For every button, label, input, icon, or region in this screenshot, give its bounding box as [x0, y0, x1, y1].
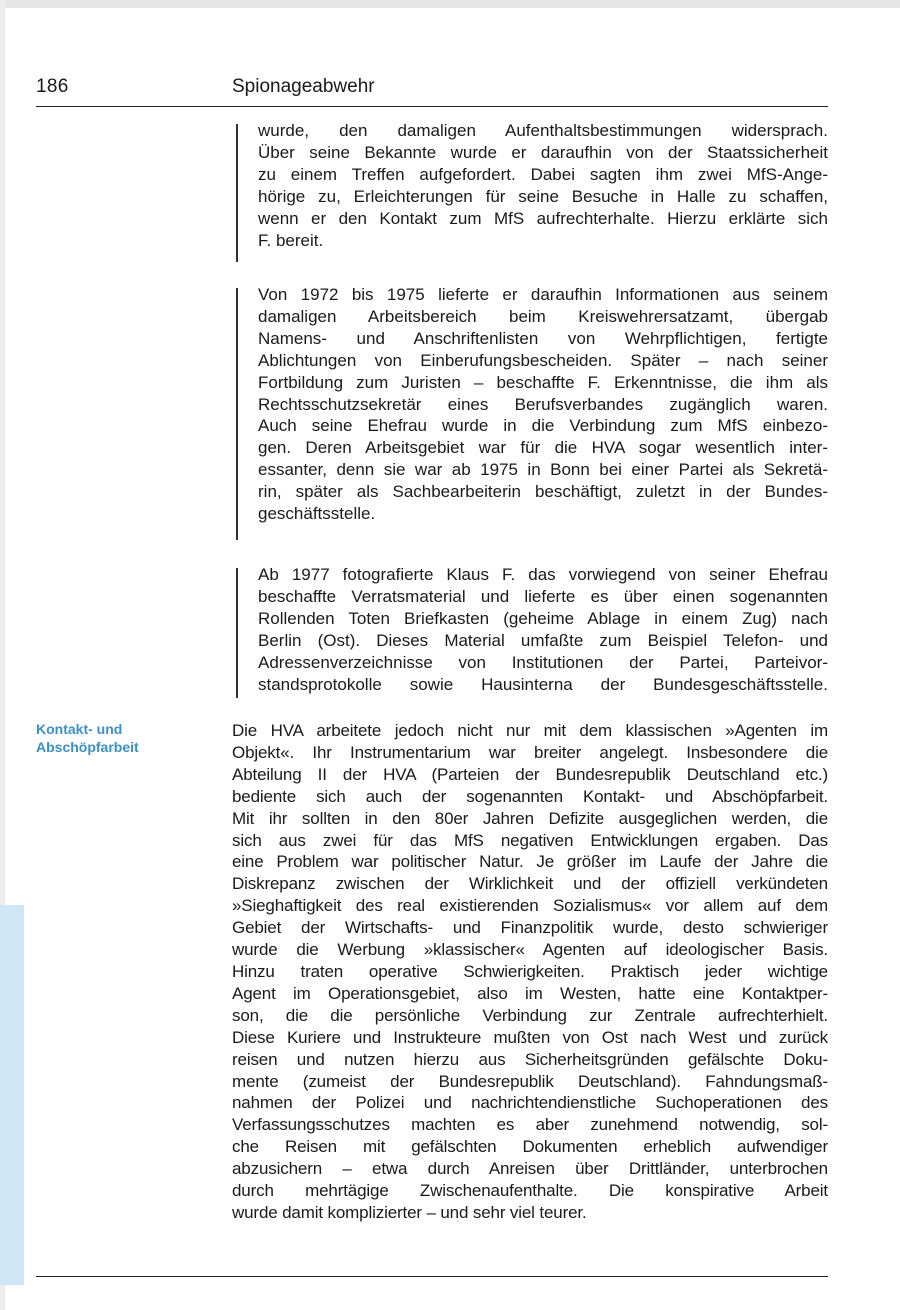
- change-bar: [236, 288, 238, 540]
- text-line: Namens- und Anschriftenlisten von Wehrpflichtigen, fertigte: [258, 328, 828, 348]
- paragraph-2: [258, 284, 828, 525]
- text-line: standsprotokolle sowie Hausinterna der Bundesgeschäftsstelle.: [258, 674, 828, 694]
- text-line: essanter, denn sie war ab 1975 in Bonn bei einer Partei als Sekretä-: [258, 460, 828, 480]
- text-line: Verfassungsschutzes machten es aber zunehmend notwendig, sol-: [232, 1115, 828, 1135]
- text-line: »Sieghaftigkeit des real existierenden Sozialismus« vor allem auf dem: [232, 896, 828, 916]
- page-number: 186: [36, 76, 69, 97]
- text-line: Diskrepanz zwischen der Wirklichkeit und der offiziell verkündeten: [232, 874, 828, 894]
- text-line: nahmen der Polizei und nachrichtendienstliche Suchoperationen des: [232, 1093, 828, 1113]
- text-line: F. bereit.: [258, 230, 324, 250]
- text-line: reisen und nutzen hierzu aus Sicherheitsgründen gefälschte Doku-: [232, 1049, 828, 1069]
- change-bar: [236, 124, 238, 262]
- text-line: Fortbildung zum Juristen – beschaffte F. Erkenntnisse, die ihm als: [258, 372, 828, 392]
- text-line: Mit ihr sollten in den 80er Jahren Defizite ausgeglichen werden, die: [232, 808, 828, 828]
- text-line: geschäftsstelle.: [258, 504, 376, 524]
- text-line: wurde die Werbung »klassischer« Agenten auf ideologischer Basis.: [232, 940, 828, 960]
- text-line: wenn er den Kontakt zum MfS aufrechterhalte. Hierzu erklärte sich: [258, 208, 828, 228]
- paragraph-3: [258, 564, 828, 695]
- text-line: zu einem Treffen aufgefordert. Dabei sagten ihm zwei MfS-Ange-: [258, 164, 828, 184]
- text-line: Diese Kuriere und Instrukteure mußten von Ost nach West und zurück: [232, 1027, 828, 1047]
- text-line: Berlin (Ost). Dieses Material umfaßte zum Beispiel Telefon- und: [258, 630, 828, 650]
- text-line: Rechtsschutzsekretär eines Berufsverbandes zugänglich waren.: [258, 394, 828, 414]
- footer-rule: [36, 1276, 828, 1277]
- text-line: wurde, den damaligen Aufenthaltsbestimmungen widersprach.: [258, 121, 828, 140]
- text-line: Adressenverzeichnisse von Institutionen der Partei, Parteivor-: [258, 652, 828, 672]
- text-line: sich aus zwei für das MfS negativen Entwicklungen ergaben. Das: [232, 830, 828, 850]
- text-line: Auch seine Ehefrau wurde in die Verbindung zum MfS einbezo-: [258, 416, 828, 436]
- text-line: mente (zumeist der Bundesrepublik Deutschland). Fahndungsmaß-: [232, 1071, 828, 1091]
- header-rule: [36, 106, 828, 107]
- text-line: beschaffte Verratsmaterial und lieferte es über einen sogenannten: [258, 586, 828, 606]
- text-line: Rollenden Toten Briefkasten (geheime Ablage in einem Zug) nach: [258, 608, 828, 628]
- scan-edge-top: [0, 0, 900, 8]
- text-line: bediente sich auch der sogenannten Kontakt- und Abschöpfarbeit.: [232, 786, 828, 806]
- text-line: hörige zu, Erleichterungen für seine Besuche in Halle zu schaffen,: [258, 186, 828, 206]
- text-line: Ab 1977 fotografierte Klaus F. das vorwiegend von seiner Ehefrau: [258, 565, 828, 584]
- paragraph-4: [232, 720, 828, 1224]
- text-line: Gebiet der Wirtschafts- und Finanzpolitik wurde, desto schwieriger: [232, 918, 828, 938]
- text-line: abzusichern – etwa durch Anreisen über Drittländer, unterbrochen: [232, 1159, 828, 1179]
- text-line: Die HVA arbeitete jedoch nicht nur mit dem klassischen »Agenten im: [232, 721, 828, 740]
- margin-note-line: Kontakt- und: [36, 721, 123, 737]
- text-line: durch mehrtägige Zwischenaufenthalte. Die konspirative Arbeit: [232, 1181, 828, 1201]
- margin-color-bar: [0, 905, 24, 1285]
- text-line: Hinzu traten operative Schwierigkeiten. Praktisch jeder wichtige: [232, 961, 828, 981]
- text-line: rin, später als Sachbearbeiterin beschäftigt, zuletzt in der Bundes-: [258, 482, 828, 502]
- text-line: Agent im Operationsgebiet, also im Westen, hatte eine Kontaktper-: [232, 983, 828, 1003]
- text-line: Über seine Bekannte wurde er daraufhin von der Staatssicherheit: [258, 142, 828, 162]
- text-line: son, die die persönliche Verbindung zur Zentrale aufrechterhielt.: [232, 1005, 828, 1025]
- text-line: gen. Deren Arbeitsgebiet war für die HVA sogar wesentlich inter-: [258, 438, 828, 458]
- margin-note-line: Abschöpfarbeit: [36, 739, 139, 755]
- text-line: Von 1972 bis 1975 lieferte er daraufhin Informationen aus seinem: [258, 285, 828, 304]
- text-line: damaligen Arbeitsbereich beim Kreiswehrersatzamt, übergab: [258, 306, 828, 326]
- text-line: Abteilung II der HVA (Parteien der Bundesrepublik Deutschland etc.): [232, 764, 828, 784]
- text-line: eine Problem war politischer Natur. Je größer im Laufe der Jahre die: [232, 852, 828, 872]
- paragraph-1: [258, 120, 828, 251]
- change-bar: [236, 568, 238, 698]
- text-line: che Reisen mit gefälschten Dokumenten erheblich aufwendiger: [232, 1137, 828, 1157]
- text-line: Ablichtungen von Einberufungsbescheiden. Später – nach seiner: [258, 350, 828, 370]
- margin-note: [36, 720, 139, 756]
- text-line: wurde damit komplizierter – und sehr viel teurer.: [232, 1202, 587, 1222]
- running-title: Spionageabwehr: [232, 76, 375, 97]
- text-line: Objekt«. Ihr Instrumentarium war breiter angelegt. Insbesondere die: [232, 742, 828, 762]
